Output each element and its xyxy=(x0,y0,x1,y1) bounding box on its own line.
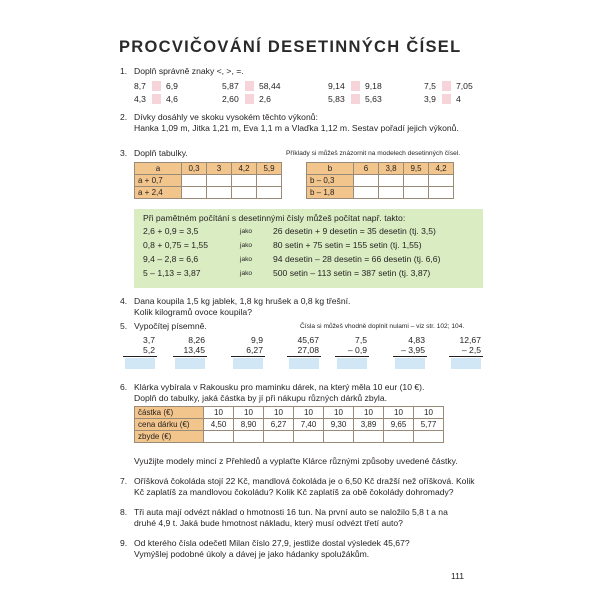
ex4-number: 4. xyxy=(120,296,128,306)
calc-answer-box[interactable] xyxy=(289,358,319,369)
comparison-left: 5,87 xyxy=(222,81,239,91)
answer-cell[interactable] xyxy=(354,187,379,199)
calc-top: 3,7 xyxy=(143,335,155,345)
ex7-line1: Oříšková čokoláda stojí 22 Kč, mandlová čokoláda je o 6,50 Kč dražší než oříšková. Kolik xyxy=(134,476,475,486)
answer-cell[interactable] xyxy=(354,431,384,443)
comparison-right: 6,9 xyxy=(166,81,178,91)
example-explanation: 94 desetin – 28 desetin = 66 desetin (tj. 6,6) xyxy=(273,254,441,264)
calc-underline xyxy=(449,356,483,357)
ex4-line2: Kolik kilogramů ovoce koupila? xyxy=(134,307,252,317)
answer-cell[interactable] xyxy=(207,187,232,199)
answer-cell[interactable] xyxy=(234,431,264,443)
answer-cell[interactable] xyxy=(429,187,454,199)
table-cell: 8,90 xyxy=(234,419,264,431)
row-label: částka (€) xyxy=(135,407,204,419)
example-expression: 0,8 + 0,75 = 1,55 xyxy=(143,240,208,250)
ex6-table xyxy=(134,406,444,443)
ex2-number: 2. xyxy=(120,112,128,122)
answer-cell[interactable] xyxy=(324,431,354,443)
ex6-line2: Doplň do tabulky, jaká částka by jí při nákupu různých dárků zbyla. xyxy=(134,393,388,403)
comparison-right: 7,05 xyxy=(456,81,473,91)
comparison-left: 7,5 xyxy=(424,81,436,91)
answer-cell[interactable] xyxy=(204,431,234,443)
calc-bottom: 27,08 xyxy=(297,345,319,355)
calc-answer-box[interactable] xyxy=(337,358,367,369)
calc-answer-box[interactable] xyxy=(395,358,425,369)
calc-underline xyxy=(173,356,207,357)
calc-top: 9,9 xyxy=(251,335,263,345)
page-number: 111 xyxy=(451,571,465,581)
answer-cell[interactable] xyxy=(232,187,257,199)
table-cell: 10 xyxy=(354,407,384,419)
row-label: a + 0,7 xyxy=(135,175,182,187)
example-expression: 9,4 – 2,8 = 6,6 xyxy=(143,254,199,264)
comparison-right: 4 xyxy=(456,94,461,104)
comparison-left: 4,3 xyxy=(134,94,146,104)
comparison-left: 3,9 xyxy=(424,94,436,104)
row-label: b – 0,3 xyxy=(307,175,354,187)
answer-cell[interactable] xyxy=(232,175,257,187)
example-jako: jako xyxy=(240,242,253,249)
calc-bottom: 6,27 xyxy=(246,345,263,355)
table-cell: 6,27 xyxy=(264,419,294,431)
calc-underline xyxy=(123,356,157,357)
ex3-table-right xyxy=(306,162,454,199)
table-cell: a xyxy=(135,163,182,175)
row-label: a + 2,4 xyxy=(135,187,182,199)
comparison-sign-box[interactable] xyxy=(442,81,451,91)
ex5-hint: Čísla si můžeš vhodně doplnit nulami – viz str. 102; 104. xyxy=(300,323,465,330)
calc-bottom: 5,2 xyxy=(143,345,155,355)
answer-cell[interactable] xyxy=(264,431,294,443)
table-cell: 3 xyxy=(207,163,232,175)
ex7-number: 7. xyxy=(120,476,128,486)
row-label: b – 1,8 xyxy=(307,187,354,199)
ex9-line2: Vymýšlej podobné úkoly a dávej je jako hádanky spolužákům. xyxy=(134,549,370,559)
answer-cell[interactable] xyxy=(379,175,404,187)
table-cell: 10 xyxy=(384,407,414,419)
table-row xyxy=(135,419,444,431)
comparison-sign-box[interactable] xyxy=(152,94,161,104)
table-row xyxy=(135,407,444,419)
answer-cell[interactable] xyxy=(414,431,444,443)
comparison-left: 8,7 xyxy=(134,81,146,91)
ex6-line1: Klárka vybírala v Rakousku pro maminku dárek, na který měla 10 eur (10 €). xyxy=(134,382,425,392)
ex9-number: 9. xyxy=(120,538,128,548)
table-cell: 4,2 xyxy=(232,163,257,175)
comparison-left: 2,60 xyxy=(222,94,239,104)
comparison-left: 9,14 xyxy=(328,81,345,91)
table-cell: 6 xyxy=(354,163,379,175)
ex9-line1: Od kterého čísla odečetl Milan číslo 27,9, jestliže dostal výsledek 45,67? xyxy=(134,538,410,548)
table-cell: 10 xyxy=(264,407,294,419)
row-label: cena dárku (€) xyxy=(135,419,204,431)
ex8-line1: Tři auta mají odvézt náklad o hmotnosti 16 tun. Na první auto se naložilo 5,8 t a na xyxy=(134,507,448,517)
ex2-line1: Dívky dosáhly ve skoku vysokém těchto výkonů: xyxy=(134,112,318,122)
calc-answer-box[interactable] xyxy=(451,358,481,369)
answer-cell[interactable] xyxy=(404,187,429,199)
comparison-right: 9,18 xyxy=(365,81,382,91)
table-cell: 10 xyxy=(324,407,354,419)
comparison-sign-box[interactable] xyxy=(245,81,254,91)
calc-top: 4,83 xyxy=(408,335,425,345)
comparison-right: 4,6 xyxy=(166,94,178,104)
ex3-hint: Příklady si můžeš znázornit na modelech desetinných čísel. xyxy=(286,150,461,157)
ex6-number: 6. xyxy=(120,382,128,392)
calc-bottom: – 2,5 xyxy=(461,345,481,355)
page-title: PROCVIČOVÁNÍ DESETINNÝCH ČÍSEL xyxy=(119,38,462,56)
calc-top: 45,67 xyxy=(297,335,319,345)
example-explanation: 80 setin + 75 setin = 155 setin (tj. 1,55) xyxy=(273,240,422,250)
ex5-text: Vypočítej písemně. xyxy=(134,321,207,331)
calc-bottom: 13,45 xyxy=(183,345,205,355)
calc-answer-box[interactable] xyxy=(233,358,263,369)
comparison-right: 2,6 xyxy=(259,94,271,104)
table-cell: 10 xyxy=(414,407,444,419)
answer-cell[interactable] xyxy=(354,175,379,187)
table-cell: 9,65 xyxy=(384,419,414,431)
example-explanation: 26 desetin + 9 desetin = 35 desetin (tj. 3,5) xyxy=(273,226,436,236)
calc-top: 12,67 xyxy=(459,335,481,345)
example-expression: 5 – 1,13 = 3,87 xyxy=(143,268,201,278)
example-jako: jako xyxy=(240,256,253,263)
ex8-line2: druhé 4,9 t. Jaká bude hmotnost nákladu, který musí odvézt třetí auto? xyxy=(134,518,403,528)
answer-cell[interactable] xyxy=(404,175,429,187)
calc-top: 7,5 xyxy=(355,335,367,345)
answer-cell[interactable] xyxy=(257,175,282,187)
info-box-title: Při pamětném počítání s desetinnými čísly můžeš počítat např. takto: xyxy=(143,213,406,223)
comparison-sign-box[interactable] xyxy=(442,94,451,104)
answer-cell[interactable] xyxy=(257,187,282,199)
table-row xyxy=(135,431,444,443)
calc-top: 8,26 xyxy=(188,335,205,345)
answer-cell[interactable] xyxy=(384,431,414,443)
answer-cell[interactable] xyxy=(182,187,207,199)
ex1-text: Doplň správně znaky <, >, =. xyxy=(134,66,244,76)
ex7-line2: Kč zaplatíš za mandlovou čokoládu? Kolik Kč zaplatíš za obě čokolády dohromady? xyxy=(134,487,454,497)
calc-answer-box[interactable] xyxy=(175,358,205,369)
calc-bottom: – 0,9 xyxy=(347,345,367,355)
comparison-sign-box[interactable] xyxy=(351,94,360,104)
answer-cell[interactable] xyxy=(429,175,454,187)
comparison-left: 5,83 xyxy=(328,94,345,104)
table-cell: 9,30 xyxy=(324,419,354,431)
calc-underline xyxy=(287,356,321,357)
table-cell: b xyxy=(307,163,354,175)
calc-answer-box[interactable] xyxy=(125,358,155,369)
comparison-sign-box[interactable] xyxy=(152,81,161,91)
table-cell: 10 xyxy=(234,407,264,419)
table-cell: 4,2 xyxy=(429,163,454,175)
answer-cell[interactable] xyxy=(379,187,404,199)
comparison-right: 5,63 xyxy=(365,94,382,104)
table-cell: 3,8 xyxy=(379,163,404,175)
ex4-line1: Dana koupila 1,5 kg jablek, 1,8 kg hrušek a 0,8 kg třešní. xyxy=(134,296,351,306)
table-cell: 10 xyxy=(294,407,324,419)
ex2-line2: Hanka 1,09 m, Jitka 1,21 m, Eva 1,1 m a Vlaďka 1,12 m. Sestav pořadí jejich výkonů. xyxy=(134,123,459,133)
answer-cell[interactable] xyxy=(182,175,207,187)
ex6-note: Využijte modely mincí z Přehledů a vyplaťte Klárce různými způsoby uvedené částky. xyxy=(134,456,458,466)
row-label: zbyde (€) xyxy=(135,431,204,443)
table-cell: 0,3 xyxy=(182,163,207,175)
calc-underline xyxy=(335,356,369,357)
example-explanation: 500 setin – 113 setin = 387 setin (tj. 3,87) xyxy=(273,268,431,278)
table-cell: 4,50 xyxy=(204,419,234,431)
answer-cell[interactable] xyxy=(294,431,324,443)
comparison-sign-box[interactable] xyxy=(245,94,254,104)
table-cell: 7,40 xyxy=(294,419,324,431)
calc-underline xyxy=(231,356,265,357)
table-cell: 10 xyxy=(204,407,234,419)
ex3-number: 3. xyxy=(120,148,128,158)
answer-cell[interactable] xyxy=(207,175,232,187)
example-jako: jako xyxy=(240,270,253,277)
calc-bottom: – 3,95 xyxy=(401,345,425,355)
ex3-text: Doplň tabulky. xyxy=(134,148,188,158)
ex8-number: 8. xyxy=(120,507,128,517)
ex3-table-left xyxy=(134,162,282,199)
calc-underline xyxy=(393,356,427,357)
table-cell: 9,5 xyxy=(404,163,429,175)
comparison-right: 58,44 xyxy=(259,81,281,91)
example-jako: jako xyxy=(240,228,253,235)
ex1-number: 1. xyxy=(120,66,128,76)
comparison-sign-box[interactable] xyxy=(351,81,360,91)
table-cell: 3,89 xyxy=(354,419,384,431)
example-expression: 2,6 + 0,9 = 3,5 xyxy=(143,226,199,236)
table-cell: 5,9 xyxy=(257,163,282,175)
ex5-number: 5. xyxy=(120,321,128,331)
table-cell: 5,77 xyxy=(414,419,444,431)
